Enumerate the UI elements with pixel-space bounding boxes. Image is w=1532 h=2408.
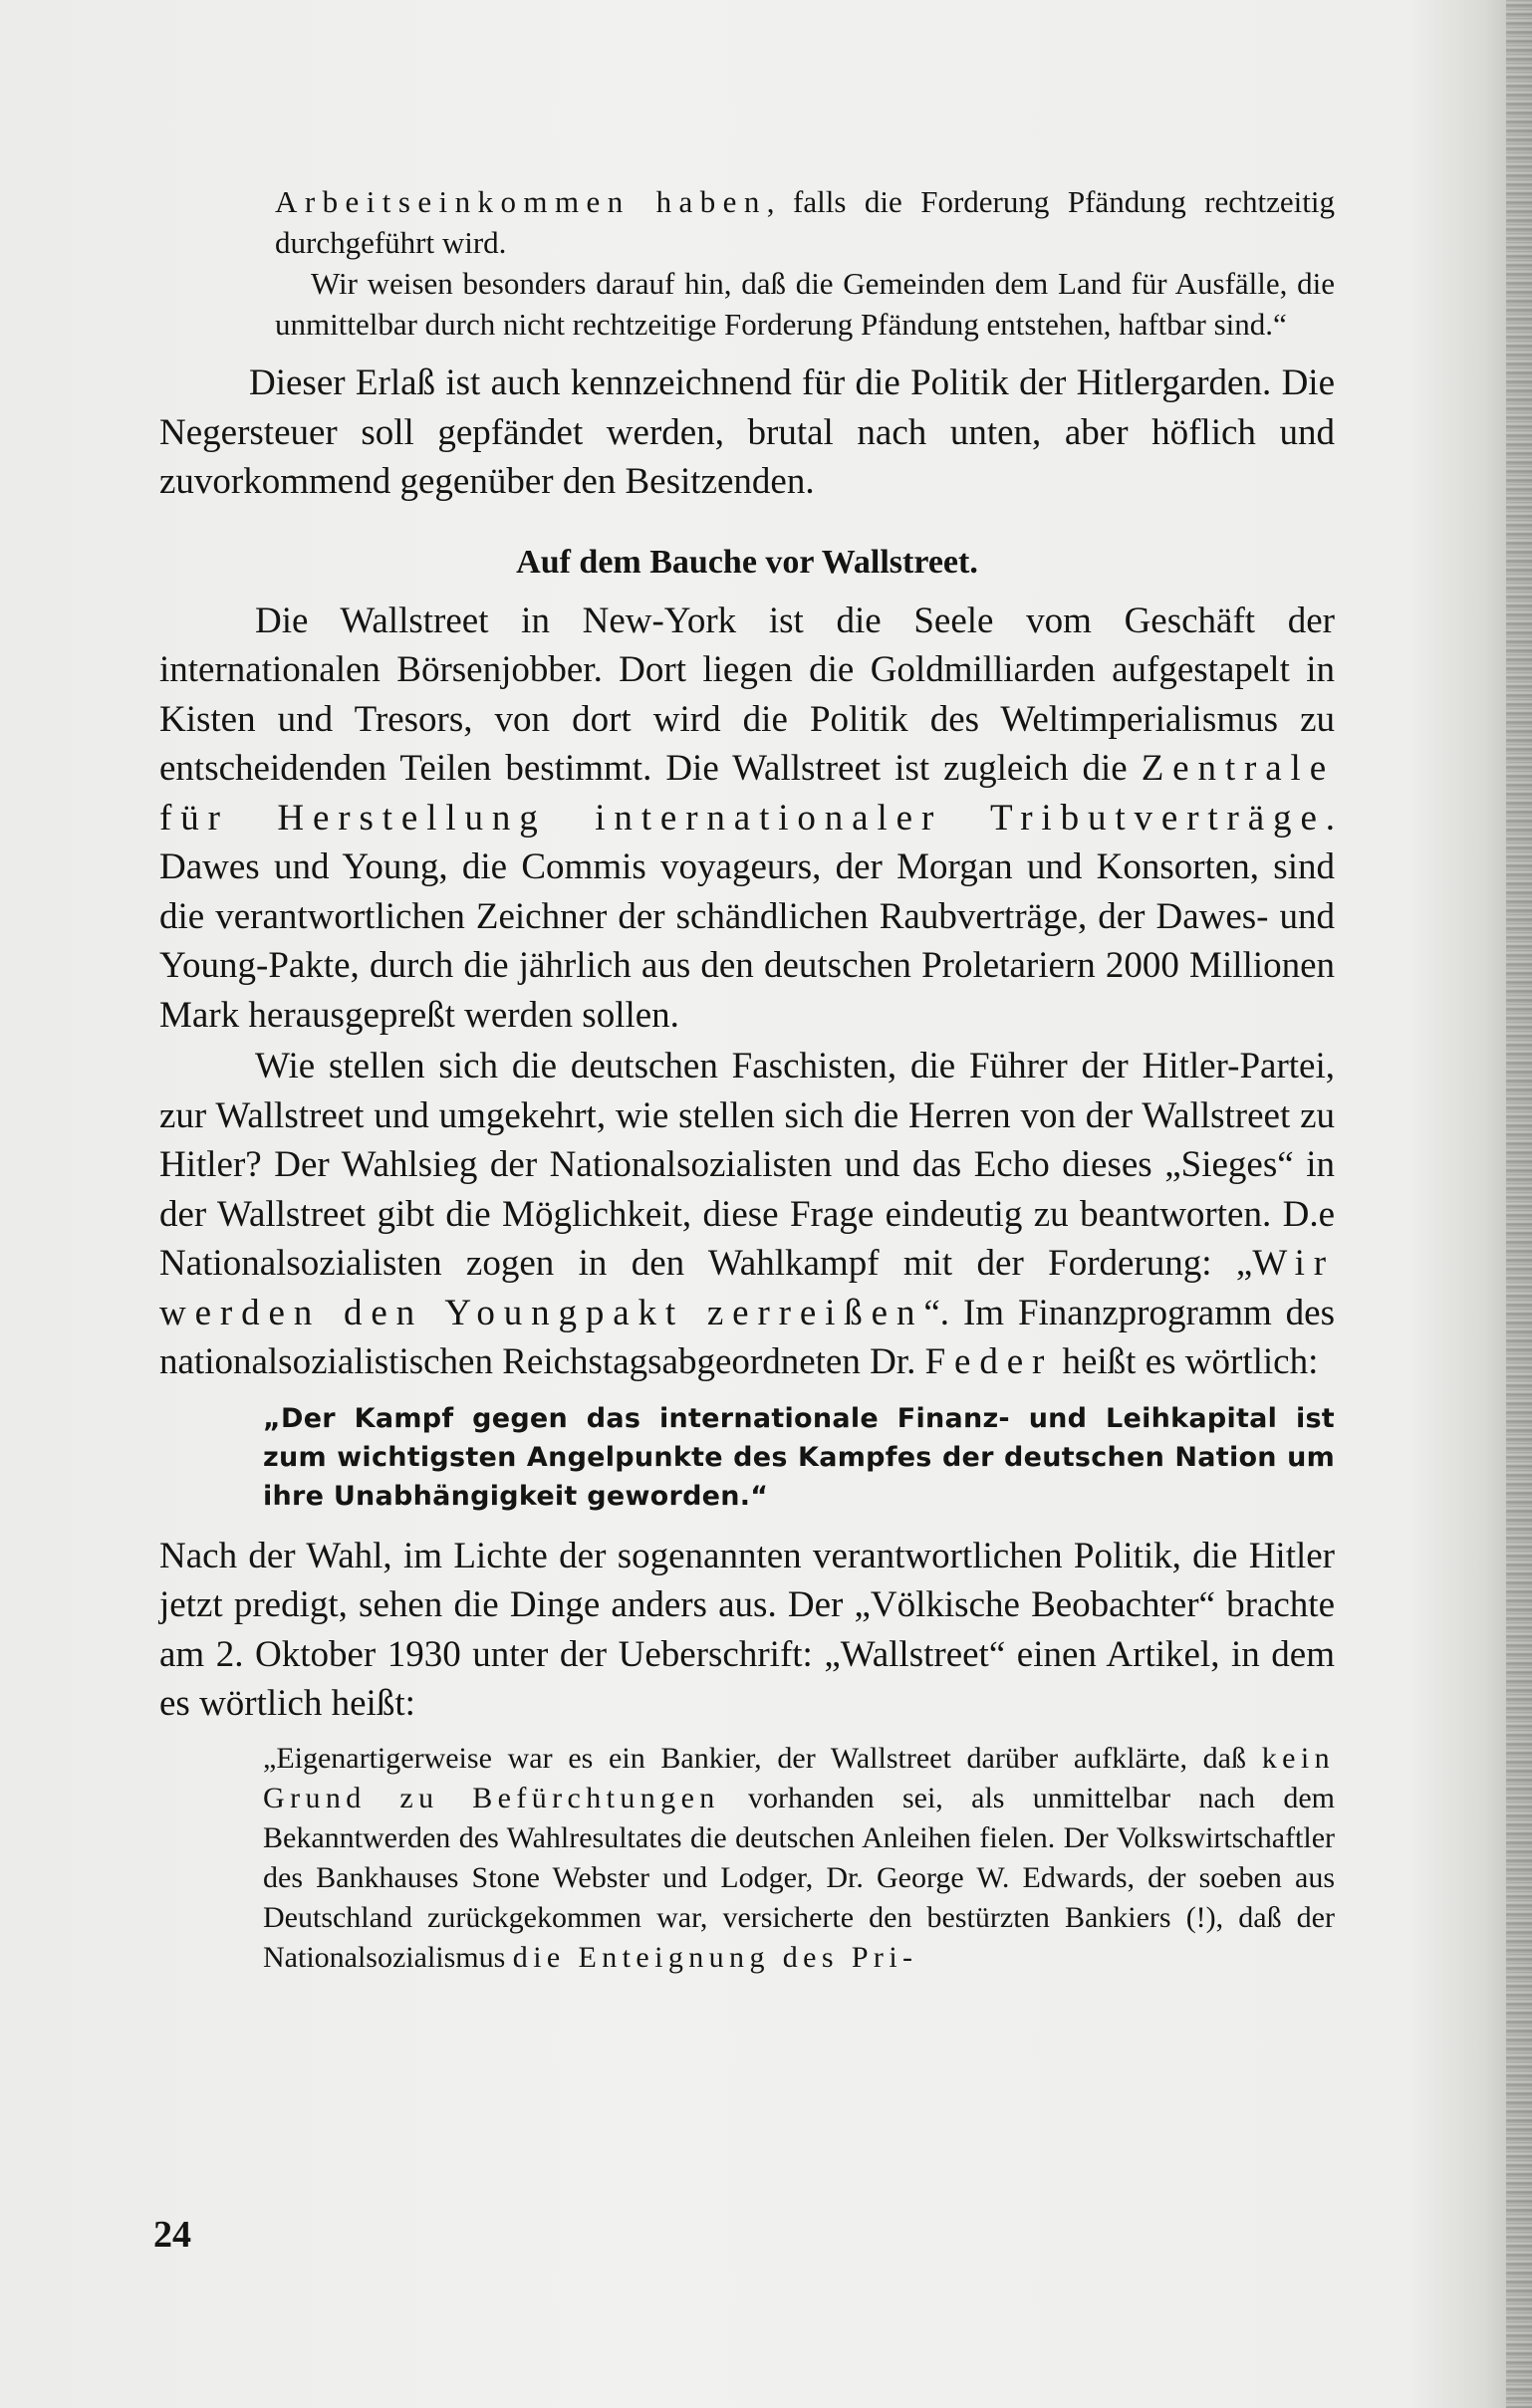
page-edge-shadow [1506, 0, 1532, 2408]
paragraph-faschisten: Wie stellen sich die deutschen Faschisten, die Führer der Hitler-Partei, zur Wallstreet und umgekehrt, wie stellen sich die Herren von der Wallstreet zu Hitler? Der Wahlsieg der Nationalsozialisten und das Echo dieses „Sieges“ in der Wallstreet gibt die Möglichkeit, diese Frage eindeutig zu beantworten. D.e Nationalsozialisten zogen in den Wahlkampf mit der Forderung: „Wir werden den Youngpakt zerreißen“. Im Finanzprogramm des nationalsozialistischen Reichstagsabgeordneten Dr. Feder heißt es wörtlich: [159, 1046, 1335, 1382]
paragraph-erlass: Dieser Erlaß ist auch kennzeichnend für die Politik der Hitlergarden. Die Negersteuer soll gepfändet werden, brutal nach unten, aber höflich und zuvorkommend gegenüber den Besitzenden. [159, 362, 1335, 502]
text-column [159, 181, 1335, 1978]
feder-quote: „Der Kampf gegen das internationale Finanz- und Leihkapital ist zum wichtigsten Angelpunkte des Kampfes der deutschen Nation um ihre Unabhängigkeit geworden.“ [263, 1402, 1335, 1512]
top-quote [275, 181, 1335, 345]
top-quote-para2: Wir weisen besonders darauf hin, daß die Gemeinden dem Land für Ausfälle, die unmittelbar durch nicht rechtzeitige Forderung Pfändung entstehen, haftbar sind.“ [275, 266, 1335, 342]
top-quote-line1: Arbeitseinkommen haben, falls die Forderung Pfändung rechtzeitig durchgeführt wird. [275, 184, 1335, 260]
beobachter-quote: „Eigenartigerweise war es ein Bankier, der Wallstreet darüber aufklärte, daß kein Grund zu Befürchtungen vorhanden sei, als unmittelbar nach dem Bekanntwerden des Wahlresultates die deutschen Anleihen fielen. Der Volkswirtschaftler des Bankhauses Stone Webster und Lodger, Dr. George W. Edwards, der soeben aus Deutschland zurückgekommen war, versicherte den bestürzten Bankiers (!), daß der Nationalsozialismus die Enteignung des Pri- [263, 1741, 1335, 1974]
page-number: 24 [153, 2214, 191, 2256]
paragraph-nach-der-wahl: Nach der Wahl, im Lichte der sogenannten verantwortlichen Politik, die Hitler jetzt predigt, sehen die Dinge anders aus. Der „Völkische Beobachter“ brachte am 2. Oktober 1930 unter der Ueberschrift: „Wallstreet“ einen Artikel, in dem es wörtlich heißt: [159, 1535, 1335, 1724]
section-heading: Auf dem Bauche vor Wallstreet. [516, 543, 978, 581]
paragraph-wallstreet: Die Wallstreet in New-York ist die Seele vom Geschäft der internationalen Börsenjobber. Dort liegen die Goldmilliarden aufgestapelt in Kisten und Tresors, von dort wird die Politik des Weltimperialismus zu entscheidenden Teilen bestimmt. Die Wallstreet ist zugleich die Zentrale für Herstellung internationaler Tributverträge. Dawes und Young, die Commis voyageurs, der Morgan und Konsorten, sind die verantwortlichen Zeichner der schändlichen Raubverträge, der Dawes- und Young-Pakte, durch die jährlich aus den deutschen Proletariern 2000 Millionen Mark herausgepreßt werden sollen. [159, 600, 1335, 1036]
